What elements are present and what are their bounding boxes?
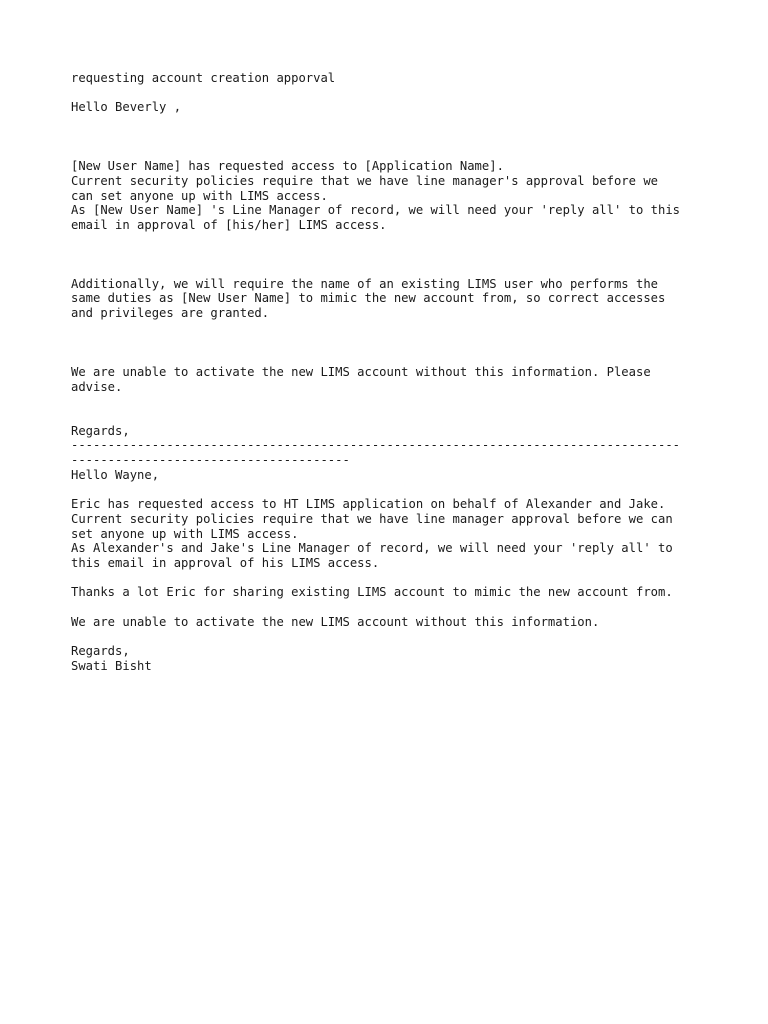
subject-line: requesting account creation apporval <box>71 71 336 85</box>
body-line: this email in approval of his LIMS access. <box>71 556 380 570</box>
blank-line <box>71 144 711 159</box>
body-line: set anyone up with LIMS access. <box>71 526 299 541</box>
blank-line <box>71 115 711 130</box>
blank-line <box>71 321 711 336</box>
email-body <box>71 71 711 674</box>
body-line: We are unable to activate the new LIMS account without this information. Please <box>71 364 651 379</box>
blank-line <box>71 409 711 424</box>
body-line: Current security policies require that we have line manager approval before we can <box>71 511 673 526</box>
separator-line: ----------------------------------------------------------------------------------- <box>71 438 681 453</box>
sign-off: Regards, <box>71 423 130 438</box>
body-line: We are unable to activate the new LIMS account without this information. <box>71 614 600 629</box>
blank-line <box>71 629 711 644</box>
body-line: same duties as [New User Name] to mimic the new account from, so correct accesses <box>71 291 666 306</box>
greeting-wayne: Hello Wayne, <box>71 467 160 482</box>
body-line: [New User Name] has requested access to [Application Name]. <box>71 159 504 174</box>
body-line: Thanks a lot Eric for sharing existing LIMS account to mimic the new account from. <box>71 585 673 600</box>
body-line: advise. <box>71 379 123 394</box>
blank-line <box>71 600 711 615</box>
body-line: can set anyone up with LIMS access. <box>71 188 328 203</box>
blank-line <box>71 483 711 498</box>
blank-line <box>71 336 711 351</box>
blank-line <box>71 571 711 586</box>
blank-line <box>71 262 711 277</box>
greeting-beverly: Hello Beverly , <box>71 100 182 115</box>
sign-off: Regards, <box>71 644 130 659</box>
body-line: email in approval of [his/her] LIMS access. <box>71 217 387 232</box>
body-line: Additionally, we will require the name of an existing LIMS user who performs the <box>71 276 658 291</box>
body-line: and privileges are granted. <box>71 306 270 321</box>
blank-line <box>71 350 711 365</box>
separator-line: -------------------------------------- <box>71 453 350 468</box>
blank-line <box>71 233 711 248</box>
signature-name: Swati Bisht <box>71 658 152 673</box>
body-line: As [New User Name] 's Line Manager of record, we will need your 'reply all' to this <box>71 203 681 218</box>
blank-line <box>71 86 711 101</box>
blank-line <box>71 247 711 262</box>
body-line: Eric has requested access to HT LIMS application on behalf of Alexander and Jake. <box>71 497 666 512</box>
blank-line <box>71 130 711 145</box>
blank-line <box>71 394 711 409</box>
body-line: Current security policies require that we have line manager's approval before we <box>71 173 658 188</box>
body-line: As Alexander's and Jake's Line Manager of record, we will need your 'reply all' to <box>71 541 673 556</box>
